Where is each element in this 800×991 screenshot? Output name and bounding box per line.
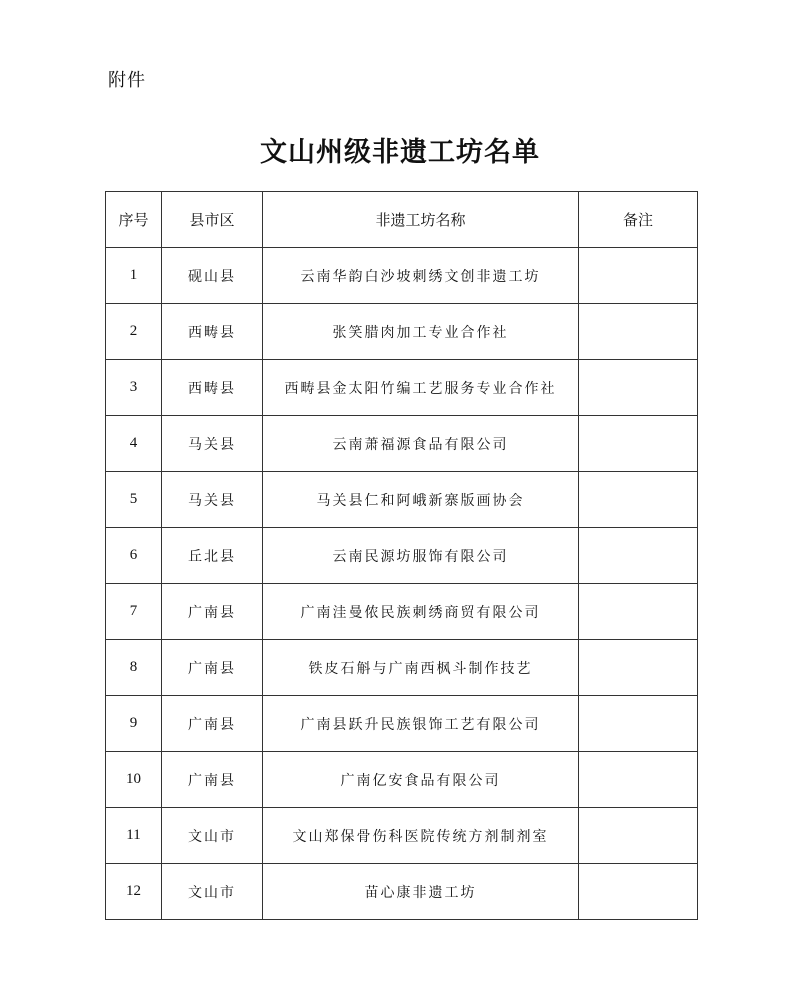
row-county: 广南县 (162, 584, 263, 640)
row-workshop-name: 广南洼曼侬民族刺绣商贸有限公司 (263, 584, 579, 640)
row-number: 7 (106, 584, 162, 640)
attachment-label: 附件 (108, 70, 146, 91)
table-row (106, 640, 698, 696)
row-remark (579, 528, 698, 584)
row-number: 6 (106, 528, 162, 584)
row-remark (579, 808, 698, 864)
document-title: 文山州级非遗工坊名单 (260, 137, 540, 168)
row-county: 广南县 (162, 640, 263, 696)
column-header-remark: 备注 (579, 192, 698, 248)
row-workshop-name: 西畴县金太阳竹编工艺服务专业合作社 (263, 360, 579, 416)
row-number: 9 (106, 696, 162, 752)
table-row (106, 808, 698, 864)
row-number: 4 (106, 416, 162, 472)
row-number: 3 (106, 360, 162, 416)
row-workshop-name: 云南民源坊服饰有限公司 (263, 528, 579, 584)
table-row (106, 864, 698, 920)
row-workshop-name: 广南县跃升民族银饰工艺有限公司 (263, 696, 579, 752)
row-workshop-name: 马关县仁和阿峨新寨版画协会 (263, 472, 579, 528)
row-county: 西畴县 (162, 304, 263, 360)
row-workshop-name: 云南萧福源食品有限公司 (263, 416, 579, 472)
column-header-workshop-name: 非遗工坊名称 (263, 192, 579, 248)
row-county: 丘北县 (162, 528, 263, 584)
row-workshop-name: 广南亿安食品有限公司 (263, 752, 579, 808)
table-row (106, 360, 698, 416)
row-number: 2 (106, 304, 162, 360)
column-header-number: 序号 (106, 192, 162, 248)
table-row (106, 584, 698, 640)
column-header-county: 县市区 (162, 192, 263, 248)
row-remark (579, 360, 698, 416)
row-county: 文山市 (162, 808, 263, 864)
row-county: 马关县 (162, 416, 263, 472)
row-number: 11 (106, 808, 162, 864)
table-row (106, 472, 698, 528)
row-remark (579, 584, 698, 640)
row-county: 文山市 (162, 864, 263, 920)
row-county: 广南县 (162, 696, 263, 752)
row-county: 砚山县 (162, 248, 263, 304)
row-remark (579, 304, 698, 360)
row-number: 8 (106, 640, 162, 696)
table-row (106, 304, 698, 360)
row-county: 马关县 (162, 472, 263, 528)
table-header-row (106, 192, 698, 248)
row-number: 1 (106, 248, 162, 304)
row-workshop-name: 文山郑保骨伤科医院传统方剂制剂室 (263, 808, 579, 864)
row-remark (579, 696, 698, 752)
row-remark (579, 752, 698, 808)
table-row (106, 416, 698, 472)
workshop-table (105, 191, 698, 920)
row-remark (579, 864, 698, 920)
row-number: 5 (106, 472, 162, 528)
table-row (106, 528, 698, 584)
table-row (106, 248, 698, 304)
table-row (106, 696, 698, 752)
row-number: 10 (106, 752, 162, 808)
row-county: 西畴县 (162, 360, 263, 416)
row-workshop-name: 苗心康非遗工坊 (263, 864, 579, 920)
row-workshop-name: 云南华韵白沙坡刺绣文创非遗工坊 (263, 248, 579, 304)
row-remark (579, 640, 698, 696)
table-row (106, 752, 698, 808)
row-remark (579, 248, 698, 304)
row-remark (579, 416, 698, 472)
row-remark (579, 472, 698, 528)
row-workshop-name: 张笑腊肉加工专业合作社 (263, 304, 579, 360)
row-county: 广南县 (162, 752, 263, 808)
row-workshop-name: 铁皮石斛与广南西枫斗制作技艺 (263, 640, 579, 696)
row-number: 12 (106, 864, 162, 920)
